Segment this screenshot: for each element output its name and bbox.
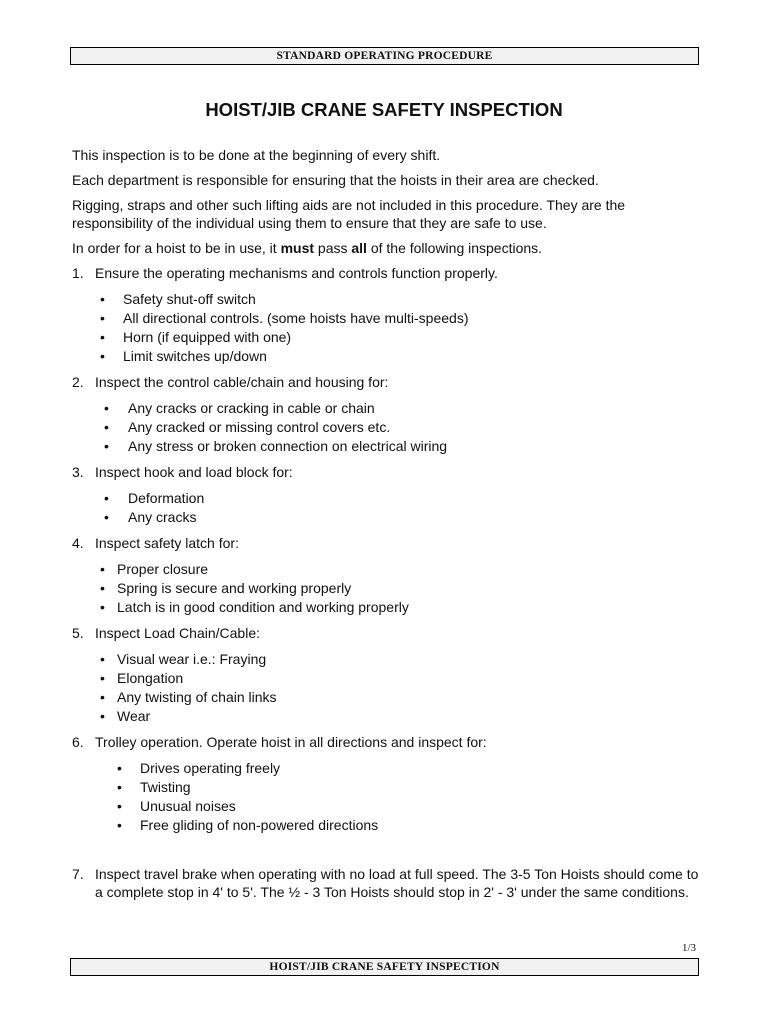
bullet-icon: •: [104, 400, 109, 416]
list-item-text: Visual wear i.e.: Fraying: [117, 651, 267, 667]
bullet-icon: •: [100, 651, 105, 667]
inspection-item: [72, 264, 702, 282]
bullet-icon: •: [117, 779, 122, 795]
list-item-text: Safety shut-off switch: [123, 291, 256, 307]
header-banner: STANDARD OPERATING PROCEDURE: [70, 47, 699, 65]
item-text: Inspect safety latch for:: [95, 535, 239, 551]
spacer: [72, 842, 702, 865]
list-item-text: Spring is secure and working properly: [117, 580, 352, 596]
list-item-text: Drives operating freely: [140, 760, 281, 776]
bullet-icon: •: [100, 708, 105, 724]
bullet-icon: •: [117, 798, 122, 814]
text-run: of the following inspections.: [366, 240, 543, 256]
intro-paragraph: [72, 239, 702, 257]
item-number: 4.: [72, 535, 84, 551]
list-item: [72, 328, 702, 347]
list-item: [72, 347, 702, 366]
bullet-icon: •: [100, 561, 105, 577]
list-item-text: Any stress or broken connection on electrical wiring: [128, 438, 448, 454]
bullet-icon: •: [100, 348, 105, 364]
list-item-text: Unusual noises: [140, 798, 236, 814]
page-number: 1/3: [681, 942, 696, 954]
item-number: 2.: [72, 374, 84, 390]
list-item: [72, 508, 702, 527]
list-item-text: Any cracks: [128, 509, 197, 525]
list-item: [72, 650, 702, 669]
bullet-icon: •: [100, 580, 105, 596]
list-item-text: Latch is in good condition and working properly: [117, 599, 409, 615]
list-item-text: Limit switches up/down: [123, 348, 267, 364]
item-number: 7.: [72, 866, 84, 882]
item-text: Inspect travel brake when operating with no load at full speed. The 3-5 Ton Hoists should come to a complete stop in 4' to 5'. The ½ - 3 Ton Hoists should stop in 2' - 3' under the same conditions.: [95, 866, 699, 900]
list-item-text: Elongation: [117, 670, 184, 686]
item-number: 1.: [72, 265, 84, 281]
item-text: Inspect the control cable/chain and housing for:: [95, 374, 389, 390]
list-item: [72, 290, 702, 309]
inspection-item: [72, 624, 702, 642]
inspection-item: [72, 534, 702, 552]
bullet-icon: •: [100, 329, 105, 345]
bullet-icon: •: [100, 310, 105, 326]
bullet-icon: •: [104, 509, 109, 525]
inspection-item: [72, 733, 702, 751]
item-text: Trolley operation. Operate hoist in all directions and inspect for:: [95, 734, 487, 750]
list-item: [72, 399, 702, 418]
bullet-icon: •: [100, 670, 105, 686]
list-item-text: Any twisting of chain links: [117, 689, 277, 705]
bullet-icon: •: [100, 599, 105, 615]
bullet-icon: •: [104, 438, 109, 454]
list-item: [72, 489, 702, 508]
list-item-text: Horn (if equipped with one): [123, 329, 292, 345]
item-text: Inspect Load Chain/Cable:: [95, 625, 260, 641]
intro-paragraph: This inspection is to be done at the beginning of every shift.: [72, 147, 441, 163]
footer-banner: HOIST/JIB CRANE SAFETY INSPECTION: [70, 958, 699, 976]
bullet-list: [72, 560, 702, 617]
list-item: [72, 797, 702, 816]
intro-paragraph: Rigging, straps and other such lifting aids are not included in this procedure. They are the responsibility of the individual using them to ensure that they are safe to use.: [72, 197, 626, 231]
list-item-text: All directional controls. (some hoists have multi-speeds): [123, 310, 469, 326]
text-run: pass: [314, 240, 352, 256]
list-item-text: Free gliding of non-powered directions: [140, 817, 379, 833]
bullet-list: [72, 759, 702, 835]
bullet-list: [72, 290, 702, 366]
bullet-list: [72, 489, 702, 527]
list-item-text: Wear: [117, 708, 151, 724]
bullet-icon: •: [117, 760, 122, 776]
list-item: [72, 816, 702, 835]
list-item: [72, 669, 702, 688]
list-item: [72, 598, 702, 617]
bullet-list: [72, 399, 702, 456]
emphasis-all: all: [351, 240, 367, 256]
item-number: 3.: [72, 464, 84, 480]
list-item: [72, 759, 702, 778]
inspection-item: [72, 865, 702, 901]
bullet-icon: •: [104, 490, 109, 506]
list-item-text: Twisting: [140, 779, 191, 795]
list-item-text: Deformation: [128, 490, 205, 506]
bullet-icon: •: [117, 817, 122, 833]
list-item-text: Any cracked or missing control covers etc.: [128, 419, 391, 435]
list-item-text: Proper closure: [117, 561, 209, 577]
inspection-item: [72, 463, 702, 481]
inspection-item: [72, 373, 702, 391]
bullet-icon: •: [100, 291, 105, 307]
bullet-icon: •: [104, 419, 109, 435]
list-item: [72, 309, 702, 328]
bullet-icon: •: [100, 689, 105, 705]
list-item: [72, 688, 702, 707]
list-item-text: Any cracks or cracking in cable or chain: [128, 400, 375, 416]
item-number: 5.: [72, 625, 84, 641]
item-text: Ensure the operating mechanisms and controls function properly.: [95, 265, 498, 281]
item-number: 6.: [72, 734, 84, 750]
list-item: [72, 437, 702, 456]
list-item: [72, 418, 702, 437]
document-body: [72, 146, 702, 909]
list-item: [72, 560, 702, 579]
list-item: [72, 778, 702, 797]
intro-paragraph: Each department is responsible for ensuring that the hoists in their area are checked.: [72, 172, 599, 188]
list-item: [72, 579, 702, 598]
item-text: Inspect hook and load block for:: [95, 464, 293, 480]
bullet-list: [72, 650, 702, 726]
list-item: [72, 707, 702, 726]
emphasis-must: must: [280, 240, 315, 256]
document-title: HOIST/JIB CRANE SAFETY INSPECTION: [205, 99, 563, 120]
text-run: In order for a hoist to be in use, it: [72, 240, 281, 256]
